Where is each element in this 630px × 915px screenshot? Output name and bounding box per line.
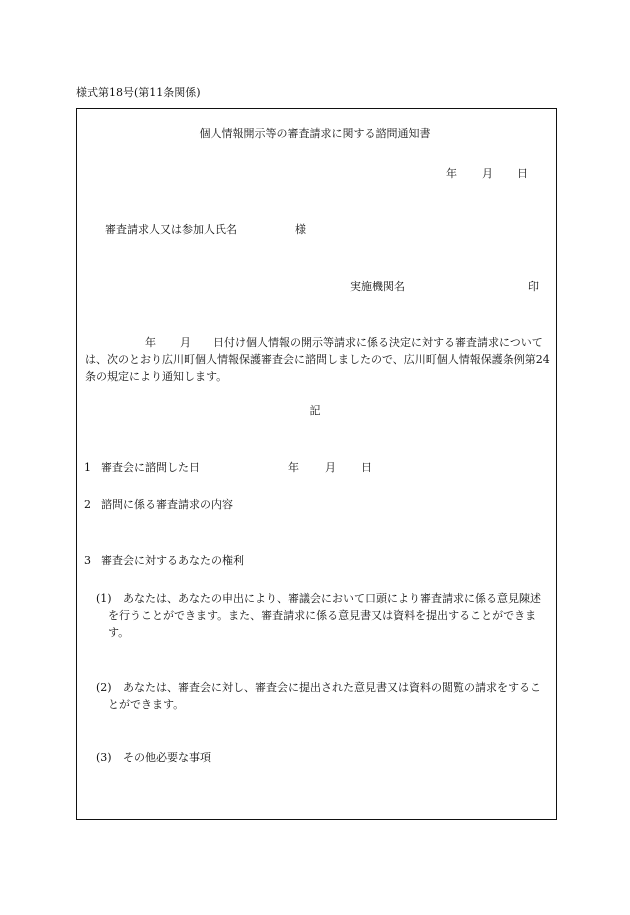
ki-heading: 記: [309, 404, 321, 417]
date-year-label: 年: [446, 167, 457, 180]
subitem-1-number: (1): [96, 592, 112, 605]
date-month-label: 月: [482, 167, 493, 180]
document-title: 個人情報開示等の審査請求に関する諮問通知書: [199, 127, 431, 140]
addressee-label: 審査請求人又は参加人氏名: [105, 223, 237, 236]
subitem-3-text: その他必要な事項: [123, 751, 211, 764]
item-1-text: 審査会に諮問した日: [101, 461, 200, 474]
item-3-number: 3: [84, 554, 91, 567]
item-1-number: 1: [84, 461, 91, 474]
subitem-2-text: あなたは、審査会に対し、審査会に提出された意見書又は資料の閲覧の請求をすることができます。: [108, 681, 541, 711]
body-year-label: 年: [145, 336, 156, 349]
subitem-2-number: (2): [96, 681, 112, 694]
body-month-label: 月: [180, 336, 191, 349]
agency-label: 実施機関名: [350, 280, 405, 293]
body-text: 日付け個人情報の開示等請求に係る決定に対する審査請求について は、次のとおり広川町個人情報保護審査会に諮問しましたので、広川町個人情報保護条例第24条の規定により通知します。: [85, 336, 550, 383]
form-number-label: 様式第18号(第11条関係): [76, 86, 201, 99]
item-1-month-label: 月: [325, 461, 336, 474]
subitem-3-number: (3): [96, 751, 112, 764]
item-3-text: 審査会に対するあなたの権利: [101, 554, 244, 567]
seal-mark: 印: [528, 280, 539, 293]
item-1-day-label: 日: [361, 461, 372, 474]
notice-body: [85, 334, 551, 385]
item-2-number: 2: [84, 498, 91, 511]
honorific-label: 様: [295, 223, 306, 236]
date-day-label: 日: [517, 167, 528, 180]
item-2-text: 諮問に係る審査請求の内容: [101, 498, 233, 511]
subitem-1-text: あなたは、あなたの申出により、審議会において口頭により審査請求に係る意見陳述を行うことができます。また、審査請求に係る意見書又は資料を提出することができます。: [108, 592, 541, 639]
item-1-year-label: 年: [288, 461, 299, 474]
